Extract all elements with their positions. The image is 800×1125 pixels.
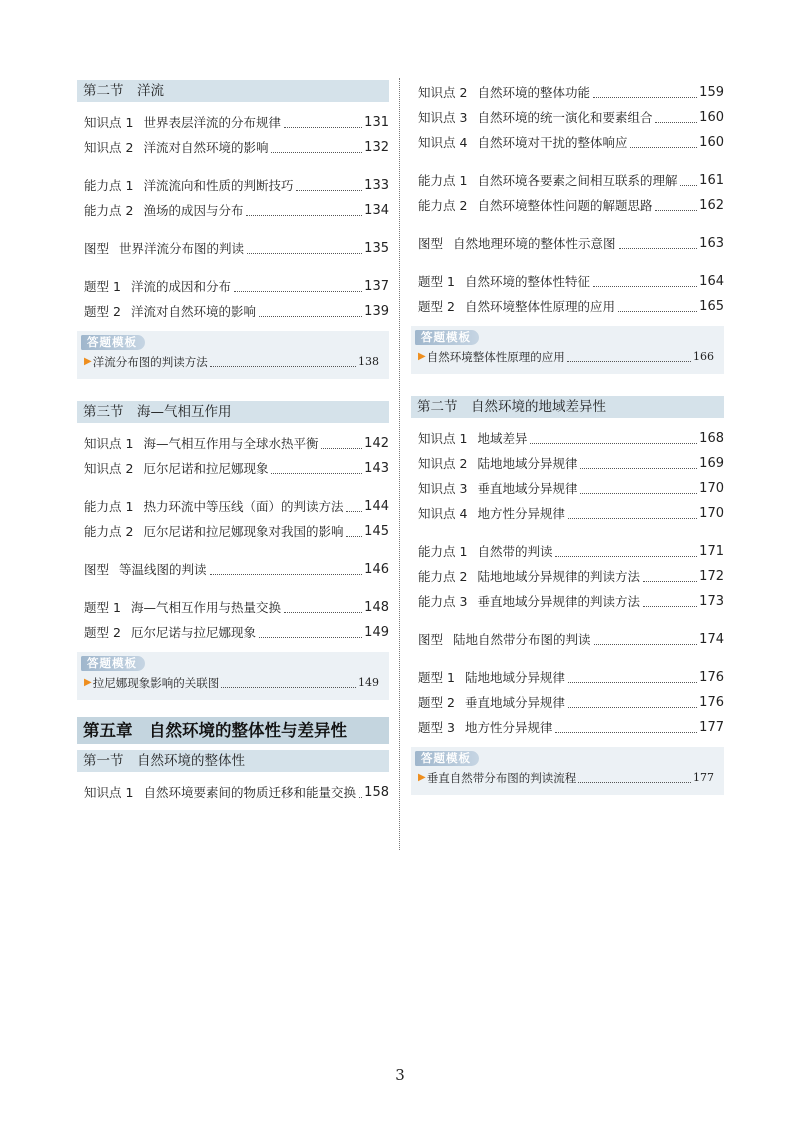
toc-group bbox=[411, 539, 724, 614]
page-number: 174 bbox=[699, 632, 724, 647]
page-number: 159 bbox=[699, 85, 724, 100]
page-number: 177 bbox=[693, 771, 714, 784]
toc-entry[interactable] bbox=[411, 168, 724, 193]
entry-title: 洋流对自然环境的影响 bbox=[130, 304, 256, 319]
entry-label: 能力点 1 bbox=[418, 173, 468, 188]
entry-title: 自然环境各要素之间相互联系的理解 bbox=[477, 173, 678, 188]
page-number: 146 bbox=[364, 562, 389, 577]
page-number: 132 bbox=[364, 140, 389, 155]
toc-group bbox=[77, 173, 389, 223]
toc-right-column bbox=[411, 80, 724, 795]
page-number: 142 bbox=[364, 436, 389, 451]
entry-label: 能力点 1 bbox=[418, 544, 468, 559]
toc-entry[interactable] bbox=[77, 494, 389, 519]
entry-label: 知识点 1 bbox=[84, 115, 134, 130]
leader-dots bbox=[643, 606, 697, 607]
toc-group bbox=[77, 557, 389, 582]
triangle-arrow-icon: ▶ bbox=[418, 351, 426, 362]
entry-label: 题型 1 bbox=[418, 274, 455, 289]
entry-title: 自然环境要素间的物质迁移和能量交换 bbox=[143, 785, 356, 800]
entry-label: 能力点 1 bbox=[84, 499, 134, 514]
leader-dots bbox=[555, 556, 697, 557]
leader-dots bbox=[346, 511, 362, 512]
entry-title: 海—气相互作用与全球水热平衡 bbox=[143, 436, 319, 451]
toc-group bbox=[77, 595, 389, 645]
section-heading: 第一节 自然环境的整体性 bbox=[77, 750, 389, 772]
toc-entry[interactable] bbox=[77, 299, 389, 324]
answer-template-badge: 答题模板 bbox=[81, 656, 145, 671]
entry-label: 图型 bbox=[418, 632, 444, 647]
answer-template-entry[interactable] bbox=[411, 767, 724, 789]
entry-label: 知识点 2 bbox=[84, 461, 134, 476]
toc-group bbox=[411, 269, 724, 319]
toc-group bbox=[411, 80, 724, 155]
entry-label: 能力点 2 bbox=[84, 203, 134, 218]
toc-entry[interactable] bbox=[411, 564, 724, 589]
entry-label: 能力点 2 bbox=[418, 569, 468, 584]
toc-entry[interactable] bbox=[77, 620, 389, 645]
toc-entry[interactable] bbox=[77, 431, 389, 456]
leader-dots bbox=[619, 248, 698, 249]
toc-group bbox=[77, 236, 389, 261]
page-number: 138 bbox=[358, 355, 379, 368]
page-number: 172 bbox=[699, 569, 724, 584]
toc-left-column bbox=[77, 80, 389, 805]
entry-label: 题型 2 bbox=[84, 625, 121, 640]
entry-title: 自然环境对干扰的整体响应 bbox=[477, 135, 628, 150]
leader-dots bbox=[271, 473, 362, 474]
entry-title: 自然环境整体性原理的应用 bbox=[464, 299, 615, 314]
entry-label: 知识点 2 bbox=[418, 456, 468, 471]
column-divider bbox=[399, 78, 400, 850]
entry-title: 自然环境整体性问题的解题思路 bbox=[477, 198, 653, 213]
leader-dots bbox=[655, 122, 697, 123]
leader-dots bbox=[594, 644, 698, 645]
page-number: 131 bbox=[364, 115, 389, 130]
entry-title: 洋流的成因和分布 bbox=[130, 279, 231, 294]
toc-entry[interactable] bbox=[77, 595, 389, 620]
entry-label: 题型 1 bbox=[84, 279, 121, 294]
toc-entry[interactable] bbox=[411, 193, 724, 218]
section-heading: 第二节 自然环境的地域差异性 bbox=[411, 396, 724, 418]
toc-entry[interactable] bbox=[411, 665, 724, 690]
page-number: 170 bbox=[699, 506, 724, 521]
page-number: 160 bbox=[699, 110, 724, 125]
entry-title: 厄尔尼诺与拉尼娜现象 bbox=[130, 625, 256, 640]
page-footer-number: 3 bbox=[395, 1066, 405, 1084]
entry-label: 题型 1 bbox=[418, 670, 455, 685]
entry-title: 自然环境的统一演化和要素组合 bbox=[477, 110, 653, 125]
toc-entry[interactable] bbox=[77, 236, 389, 261]
leader-dots bbox=[530, 443, 697, 444]
entry-title: 自然带的判读 bbox=[477, 544, 553, 559]
leader-dots bbox=[259, 316, 362, 317]
entry-label: 知识点 4 bbox=[418, 506, 468, 521]
entry-label: 题型 1 bbox=[84, 600, 121, 615]
entry-label: 能力点 2 bbox=[84, 524, 134, 539]
leader-dots bbox=[284, 612, 362, 613]
entry-title: 世界表层洋流的分布规律 bbox=[143, 115, 281, 130]
leader-dots bbox=[210, 366, 356, 367]
answer-template-entry[interactable] bbox=[411, 346, 724, 368]
toc-group bbox=[77, 494, 389, 544]
toc-group bbox=[411, 231, 724, 256]
entry-label: 知识点 1 bbox=[84, 785, 134, 800]
answer-template-box bbox=[411, 747, 724, 795]
page-number: 170 bbox=[699, 481, 724, 496]
answer-template-box bbox=[411, 326, 724, 374]
page-number: 165 bbox=[699, 299, 724, 314]
leader-dots bbox=[234, 291, 362, 292]
entry-title: 地方性分异规律 bbox=[464, 720, 553, 735]
entry-title: 厄尔尼诺和拉尼娜现象对我国的影响 bbox=[143, 524, 344, 539]
leader-dots bbox=[643, 581, 697, 582]
entry-title: 自然环境的整体功能 bbox=[477, 85, 590, 100]
entry-title: 垂直地域分异规律的判读方法 bbox=[477, 594, 640, 609]
answer-template-entry[interactable] bbox=[77, 672, 389, 694]
page-number: 149 bbox=[358, 676, 379, 689]
entry-title: 陆地地域分异规律 bbox=[477, 456, 578, 471]
toc-entry[interactable] bbox=[411, 80, 724, 105]
entry-label: 知识点 2 bbox=[418, 85, 468, 100]
page-number: 149 bbox=[364, 625, 389, 640]
chapter-heading: 第五章 自然环境的整体性与差异性 bbox=[77, 717, 389, 744]
answer-template-box bbox=[77, 652, 389, 700]
page-number: 163 bbox=[699, 236, 724, 251]
leader-dots bbox=[578, 782, 691, 783]
entry-label: 能力点 2 bbox=[418, 198, 468, 213]
entry-label: 题型 2 bbox=[418, 299, 455, 314]
page-number: 168 bbox=[699, 431, 724, 446]
toc-entry[interactable] bbox=[77, 274, 389, 299]
entry-title: 地域差异 bbox=[477, 431, 528, 446]
page-number: 143 bbox=[364, 461, 389, 476]
leader-dots bbox=[321, 448, 362, 449]
toc-entry[interactable] bbox=[77, 135, 389, 160]
page-number: 173 bbox=[699, 594, 724, 609]
leader-dots bbox=[618, 311, 697, 312]
leader-dots bbox=[246, 215, 362, 216]
toc-group bbox=[77, 274, 389, 324]
entry-label: 图型 bbox=[84, 562, 110, 577]
template-title: 拉尼娜现象影响的关联图 bbox=[92, 676, 220, 690]
leader-dots bbox=[247, 253, 362, 254]
toc-entry[interactable] bbox=[77, 780, 389, 805]
page-number: 139 bbox=[364, 304, 389, 319]
toc-group bbox=[77, 431, 389, 481]
leader-dots bbox=[630, 147, 697, 148]
leader-dots bbox=[259, 637, 362, 638]
leader-dots bbox=[284, 127, 362, 128]
template-title: 洋流分布图的判读方法 bbox=[92, 355, 208, 369]
entry-label: 知识点 3 bbox=[418, 110, 468, 125]
toc-entry[interactable] bbox=[411, 451, 724, 476]
entry-title: 洋流对自然环境的影响 bbox=[143, 140, 269, 155]
toc-entry[interactable] bbox=[411, 589, 724, 614]
leader-dots bbox=[346, 536, 362, 537]
entry-title: 世界洋流分布图的判读 bbox=[119, 241, 245, 256]
page-number: 161 bbox=[699, 173, 724, 188]
entry-title: 厄尔尼诺和拉尼娜现象 bbox=[143, 461, 269, 476]
entry-title: 等温线图的判读 bbox=[119, 562, 207, 577]
page-number: 133 bbox=[364, 178, 389, 193]
page-number: 148 bbox=[364, 600, 389, 615]
leader-dots bbox=[593, 286, 697, 287]
toc-entry[interactable] bbox=[411, 627, 724, 652]
toc-entry[interactable] bbox=[77, 557, 389, 582]
page-number: 160 bbox=[699, 135, 724, 150]
page-number: 164 bbox=[699, 274, 724, 289]
entry-title: 垂直地域分异规律 bbox=[477, 481, 578, 496]
entry-title: 海—气相互作用与热量交换 bbox=[130, 600, 281, 615]
toc-entry[interactable] bbox=[411, 294, 724, 319]
toc-group bbox=[411, 168, 724, 218]
entry-label: 图型 bbox=[84, 241, 110, 256]
toc-entry[interactable] bbox=[411, 105, 724, 130]
toc-entry[interactable] bbox=[77, 519, 389, 544]
toc-entry[interactable] bbox=[77, 456, 389, 481]
entry-label: 知识点 2 bbox=[84, 140, 134, 155]
triangle-arrow-icon: ▶ bbox=[84, 356, 92, 367]
entry-title: 陆地地域分异规律的判读方法 bbox=[477, 569, 640, 584]
toc-entry[interactable] bbox=[411, 426, 724, 451]
toc-group bbox=[411, 665, 724, 740]
toc-entry[interactable] bbox=[411, 130, 724, 155]
section-heading: 第二节 洋流 bbox=[77, 80, 389, 102]
leader-dots bbox=[221, 687, 356, 688]
leader-dots bbox=[555, 732, 697, 733]
page-number: 169 bbox=[699, 456, 724, 471]
entry-label: 题型 2 bbox=[418, 695, 455, 710]
toc-group bbox=[411, 426, 724, 526]
toc-entry[interactable] bbox=[411, 539, 724, 564]
answer-template-badge: 答题模板 bbox=[415, 330, 479, 345]
page-number: 162 bbox=[699, 198, 724, 213]
entry-label: 知识点 1 bbox=[418, 431, 468, 446]
page-number: 166 bbox=[693, 350, 714, 363]
entry-label: 知识点 1 bbox=[84, 436, 134, 451]
entry-title: 热力环流中等压线（面）的判读方法 bbox=[143, 499, 344, 514]
leader-dots bbox=[568, 707, 697, 708]
leader-dots bbox=[567, 361, 691, 362]
answer-template-box bbox=[77, 331, 389, 379]
template-title: 垂直自然带分布图的判读流程 bbox=[426, 771, 577, 785]
toc-entry[interactable] bbox=[411, 501, 724, 526]
entry-label: 图型 bbox=[418, 236, 444, 251]
entry-title: 地方性分异规律 bbox=[477, 506, 565, 521]
toc-group bbox=[77, 780, 389, 805]
entry-title: 陆地地域分异规律 bbox=[464, 670, 565, 685]
section-heading: 第三节 海—气相互作用 bbox=[77, 401, 389, 423]
toc-entry[interactable] bbox=[411, 231, 724, 256]
entry-title: 自然地理环境的整体性示意图 bbox=[453, 236, 616, 251]
entry-label: 题型 2 bbox=[84, 304, 121, 319]
entry-label: 能力点 1 bbox=[84, 178, 134, 193]
page-number: 158 bbox=[364, 785, 389, 800]
page-number: 134 bbox=[364, 203, 389, 218]
entry-title: 自然环境的整体性特征 bbox=[464, 274, 590, 289]
page-number: 171 bbox=[699, 544, 724, 559]
toc-entry[interactable] bbox=[77, 110, 389, 135]
triangle-arrow-icon: ▶ bbox=[84, 677, 92, 688]
answer-template-entry[interactable] bbox=[77, 351, 389, 373]
leader-dots bbox=[210, 574, 363, 575]
entry-label: 知识点 3 bbox=[418, 481, 468, 496]
leader-dots bbox=[655, 210, 697, 211]
triangle-arrow-icon: ▶ bbox=[418, 772, 426, 783]
entry-label: 题型 3 bbox=[418, 720, 455, 735]
page-number: 144 bbox=[364, 499, 389, 514]
leader-dots bbox=[593, 97, 697, 98]
toc-entry[interactable] bbox=[77, 198, 389, 223]
answer-template-badge: 答题模板 bbox=[415, 751, 479, 766]
leader-dots bbox=[568, 518, 697, 519]
page-number: 177 bbox=[699, 720, 724, 735]
page-number: 176 bbox=[699, 670, 724, 685]
entry-label: 能力点 3 bbox=[418, 594, 468, 609]
entry-title: 陆地自然带分布图的判读 bbox=[453, 632, 591, 647]
toc-group bbox=[411, 627, 724, 652]
leader-dots bbox=[271, 152, 362, 153]
entry-title: 洋流流向和性质的判断技巧 bbox=[143, 178, 294, 193]
toc-entry[interactable] bbox=[411, 715, 724, 740]
answer-template-badge: 答题模板 bbox=[81, 335, 145, 350]
toc-entry[interactable] bbox=[411, 269, 724, 294]
page-number: 176 bbox=[699, 695, 724, 710]
toc-group bbox=[77, 110, 389, 160]
page-number: 145 bbox=[364, 524, 389, 539]
toc-entry[interactable] bbox=[77, 173, 389, 198]
entry-label: 知识点 4 bbox=[418, 135, 468, 150]
template-title: 自然环境整体性原理的应用 bbox=[426, 350, 565, 364]
leader-dots bbox=[580, 468, 697, 469]
leader-dots bbox=[568, 682, 697, 683]
toc-entry[interactable] bbox=[411, 476, 724, 501]
page-number: 137 bbox=[364, 279, 389, 294]
leader-dots bbox=[359, 797, 362, 798]
leader-dots bbox=[296, 190, 362, 191]
entry-title: 垂直地域分异规律 bbox=[464, 695, 565, 710]
leader-dots bbox=[680, 185, 697, 186]
leader-dots bbox=[580, 493, 697, 494]
entry-title: 渔场的成因与分布 bbox=[143, 203, 244, 218]
toc-entry[interactable] bbox=[411, 690, 724, 715]
page-number: 135 bbox=[364, 241, 389, 256]
